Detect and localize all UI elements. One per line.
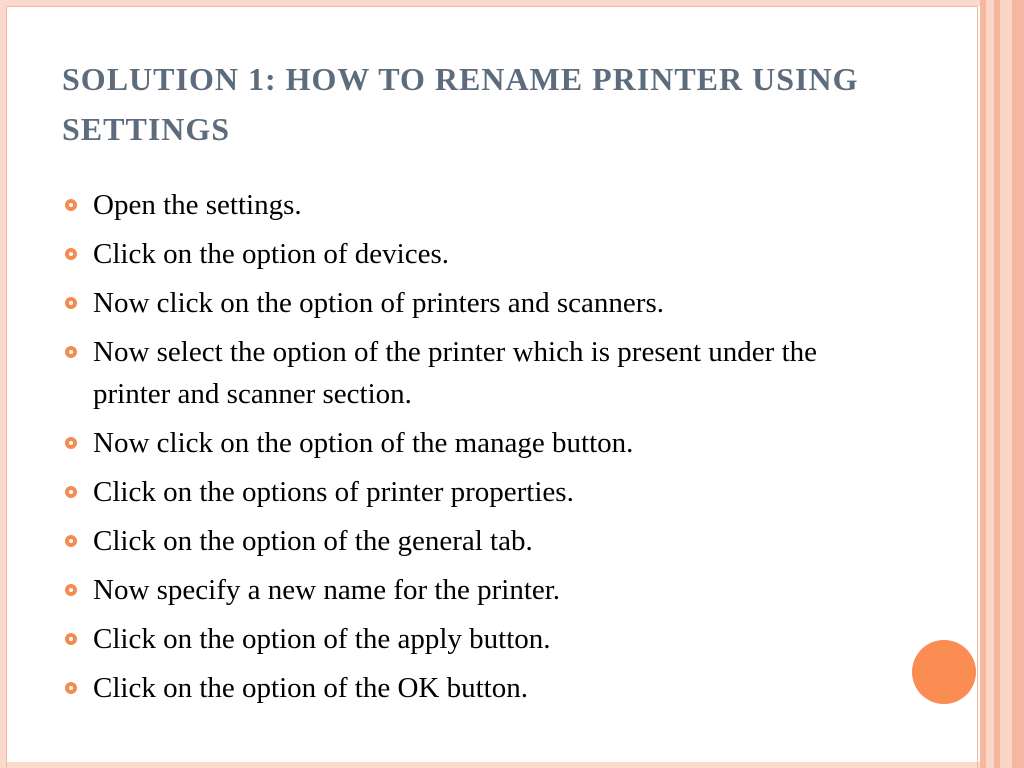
ring-bullet-icon [65, 682, 77, 694]
bullet-item [62, 520, 892, 562]
accent-circle [912, 640, 976, 704]
bullet-item [62, 618, 892, 660]
decorative-stripe [1012, 0, 1024, 768]
bullet-text: Open the settings. [93, 189, 302, 221]
bullet-text: Click on the option of devices. [93, 238, 449, 270]
bullet-item [62, 569, 892, 611]
ring-bullet-icon [65, 297, 77, 309]
ring-bullet-icon [65, 486, 77, 498]
ring-bullet-icon [65, 437, 77, 449]
bullet-text: Click on the option of the OK button. [93, 672, 528, 704]
ring-bullet-icon [65, 584, 77, 596]
ring-bullet-icon [65, 248, 77, 260]
bullet-item [62, 184, 892, 226]
ring-bullet-icon [65, 535, 77, 547]
bullet-text: Click on the option of the apply button. [93, 623, 551, 655]
bullet-text: Now select the option of the printer which is present under the printer and scanner section. [93, 336, 817, 410]
bullet-item [62, 471, 892, 513]
decorative-stripe [1000, 0, 1012, 768]
bullet-text: Click on the option of the general tab. [93, 525, 533, 557]
bullet-item [62, 282, 892, 324]
bullet-list [62, 184, 892, 716]
bullet-text: Now click on the option of printers and scanners. [93, 287, 664, 319]
bullet-item [62, 233, 892, 275]
bullet-text: Now click on the option of the manage button. [93, 427, 634, 459]
ring-bullet-icon [65, 199, 77, 211]
ring-bullet-icon [65, 633, 77, 645]
decorative-stripe [986, 0, 994, 768]
bullet-text: Now specify a new name for the printer. [93, 574, 561, 606]
ring-bullet-icon [65, 346, 77, 358]
bullet-text: Click on the options of printer properties. [93, 476, 574, 508]
bullet-item [62, 331, 892, 415]
bullet-item [62, 422, 892, 464]
bullet-item [62, 667, 892, 709]
slide-title: SOLUTION 1: HOW TO RENAME PRINTER USING SETTINGS [62, 61, 859, 147]
